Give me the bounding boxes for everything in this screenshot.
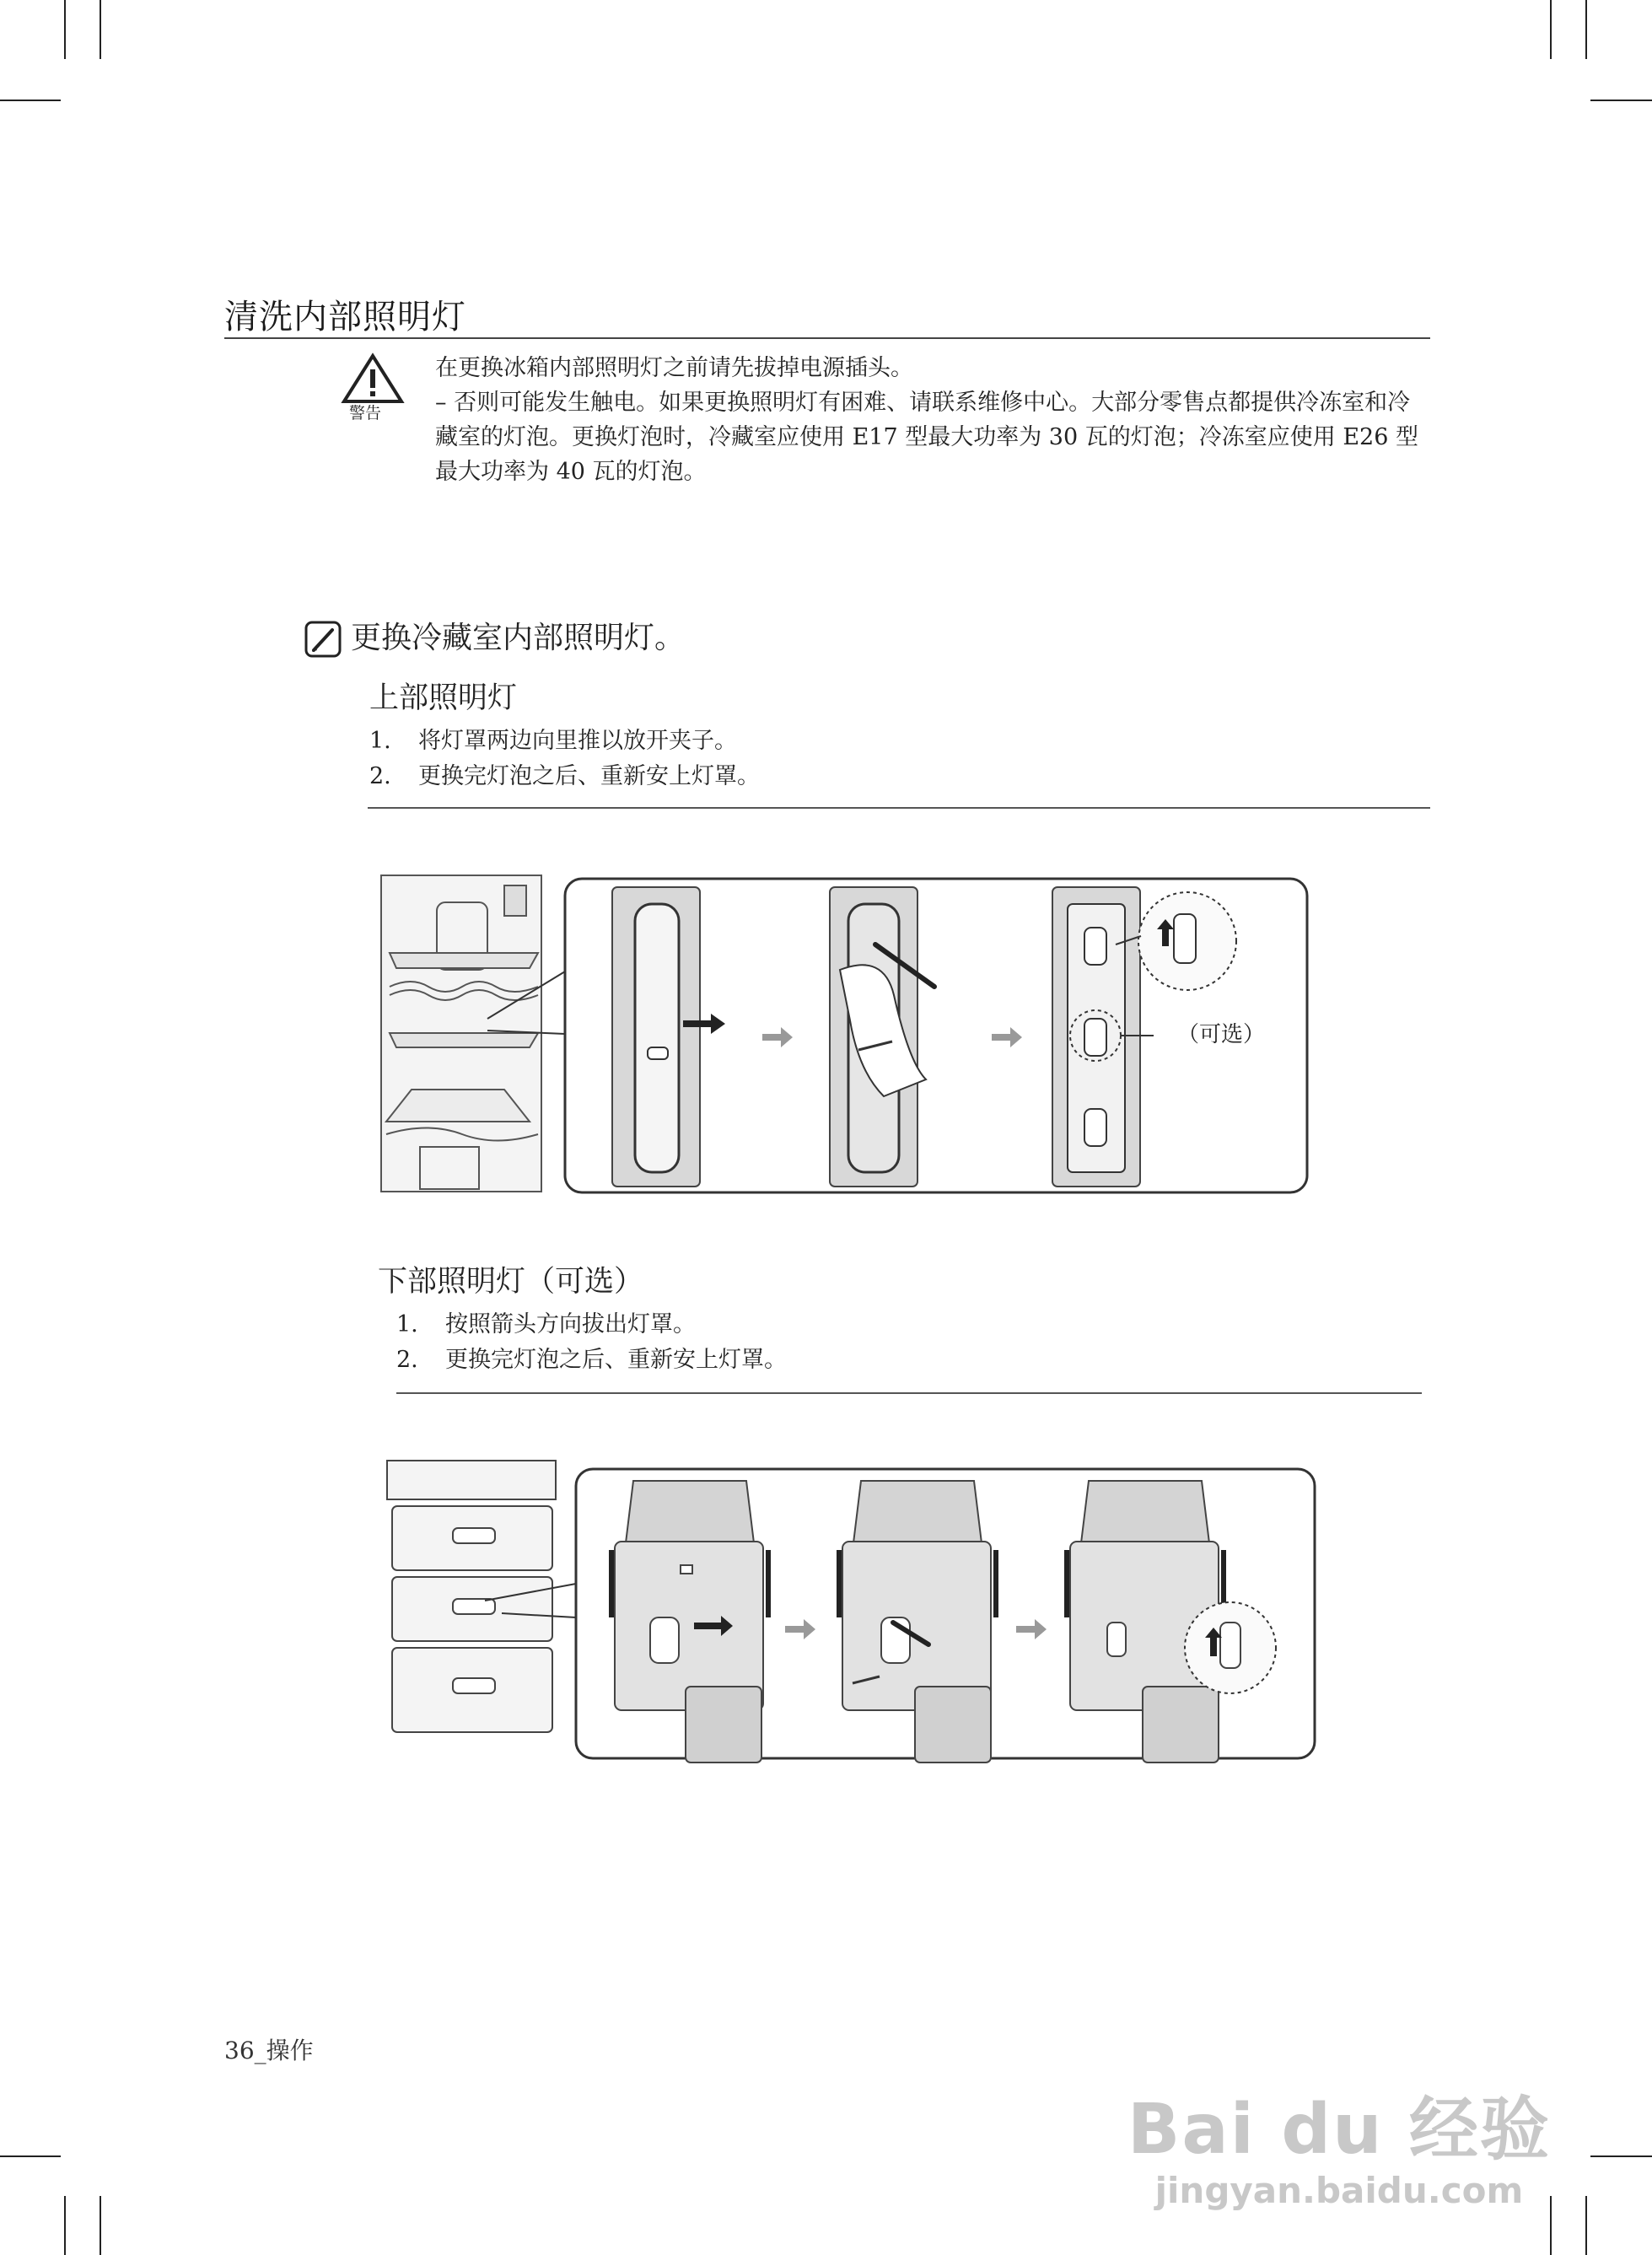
crop-mark bbox=[0, 100, 61, 101]
lower-light-illustration bbox=[384, 1457, 1320, 1765]
crop-mark bbox=[1590, 2155, 1652, 2157]
section-divider bbox=[224, 337, 1430, 339]
crop-mark bbox=[1550, 0, 1552, 59]
page-footer: 36_操作 bbox=[224, 2037, 314, 2064]
watermark-brand: Bai du 经验 bbox=[1127, 2090, 1551, 2170]
upper-steps bbox=[369, 724, 760, 794]
lower-light-title: 下部照明灯（可选） bbox=[378, 1265, 644, 1299]
step-item: 1. 按照箭头方向拔出灯罩。 bbox=[396, 1311, 696, 1337]
crop-mark bbox=[100, 2196, 101, 2255]
warning-line: 在更换冰箱内部照明灯之前请先拔掉电源插头。 bbox=[435, 355, 913, 381]
warning-line: – 否则可能发生触电。如果更换照明灯有困难、请联系维修中心。大部分零售点都提供冷冻室和冷藏室的灯泡。更换灯泡时，冷藏室应使用 E17 型最大功率为 30 瓦的灯泡；冷冻室应使用 E26 型最大功率为 40 瓦的灯泡。 bbox=[435, 390, 1418, 485]
watermark-url: jingyan.baidu.com bbox=[1154, 2170, 1524, 2211]
optional-callout: （可选） bbox=[1177, 1022, 1266, 1047]
crop-mark bbox=[1585, 0, 1587, 59]
upper-light-title: 上部照明灯 bbox=[369, 681, 518, 715]
baidu-watermark bbox=[1127, 2075, 1551, 2211]
step-item: 2. 更换完灯泡之后、重新安上灯罩。 bbox=[396, 1347, 787, 1373]
crop-mark bbox=[1585, 2196, 1587, 2255]
warning-label: 警告 bbox=[349, 404, 382, 422]
crop-mark bbox=[64, 0, 66, 59]
crop-mark bbox=[1590, 100, 1652, 101]
subsection-title bbox=[304, 614, 685, 659]
lower-divider bbox=[396, 1392, 1422, 1394]
note-icon bbox=[304, 620, 342, 659]
step-item: 1. 将灯罩两边向里推以放开夹子。 bbox=[369, 728, 737, 754]
subsection-title-text: 更换冷藏室内部照明灯。 bbox=[351, 621, 686, 655]
crop-mark bbox=[0, 2155, 61, 2157]
crop-mark bbox=[64, 2196, 66, 2255]
upper-light-illustration bbox=[378, 869, 1314, 1197]
section-title: 清洗内部照明灯 bbox=[224, 298, 466, 336]
crop-mark bbox=[100, 0, 101, 59]
step-item: 2. 更换完灯泡之后、重新安上灯罩。 bbox=[369, 763, 760, 789]
warning-text bbox=[435, 351, 1430, 489]
lower-steps bbox=[396, 1307, 787, 1378]
upper-divider bbox=[368, 807, 1430, 809]
